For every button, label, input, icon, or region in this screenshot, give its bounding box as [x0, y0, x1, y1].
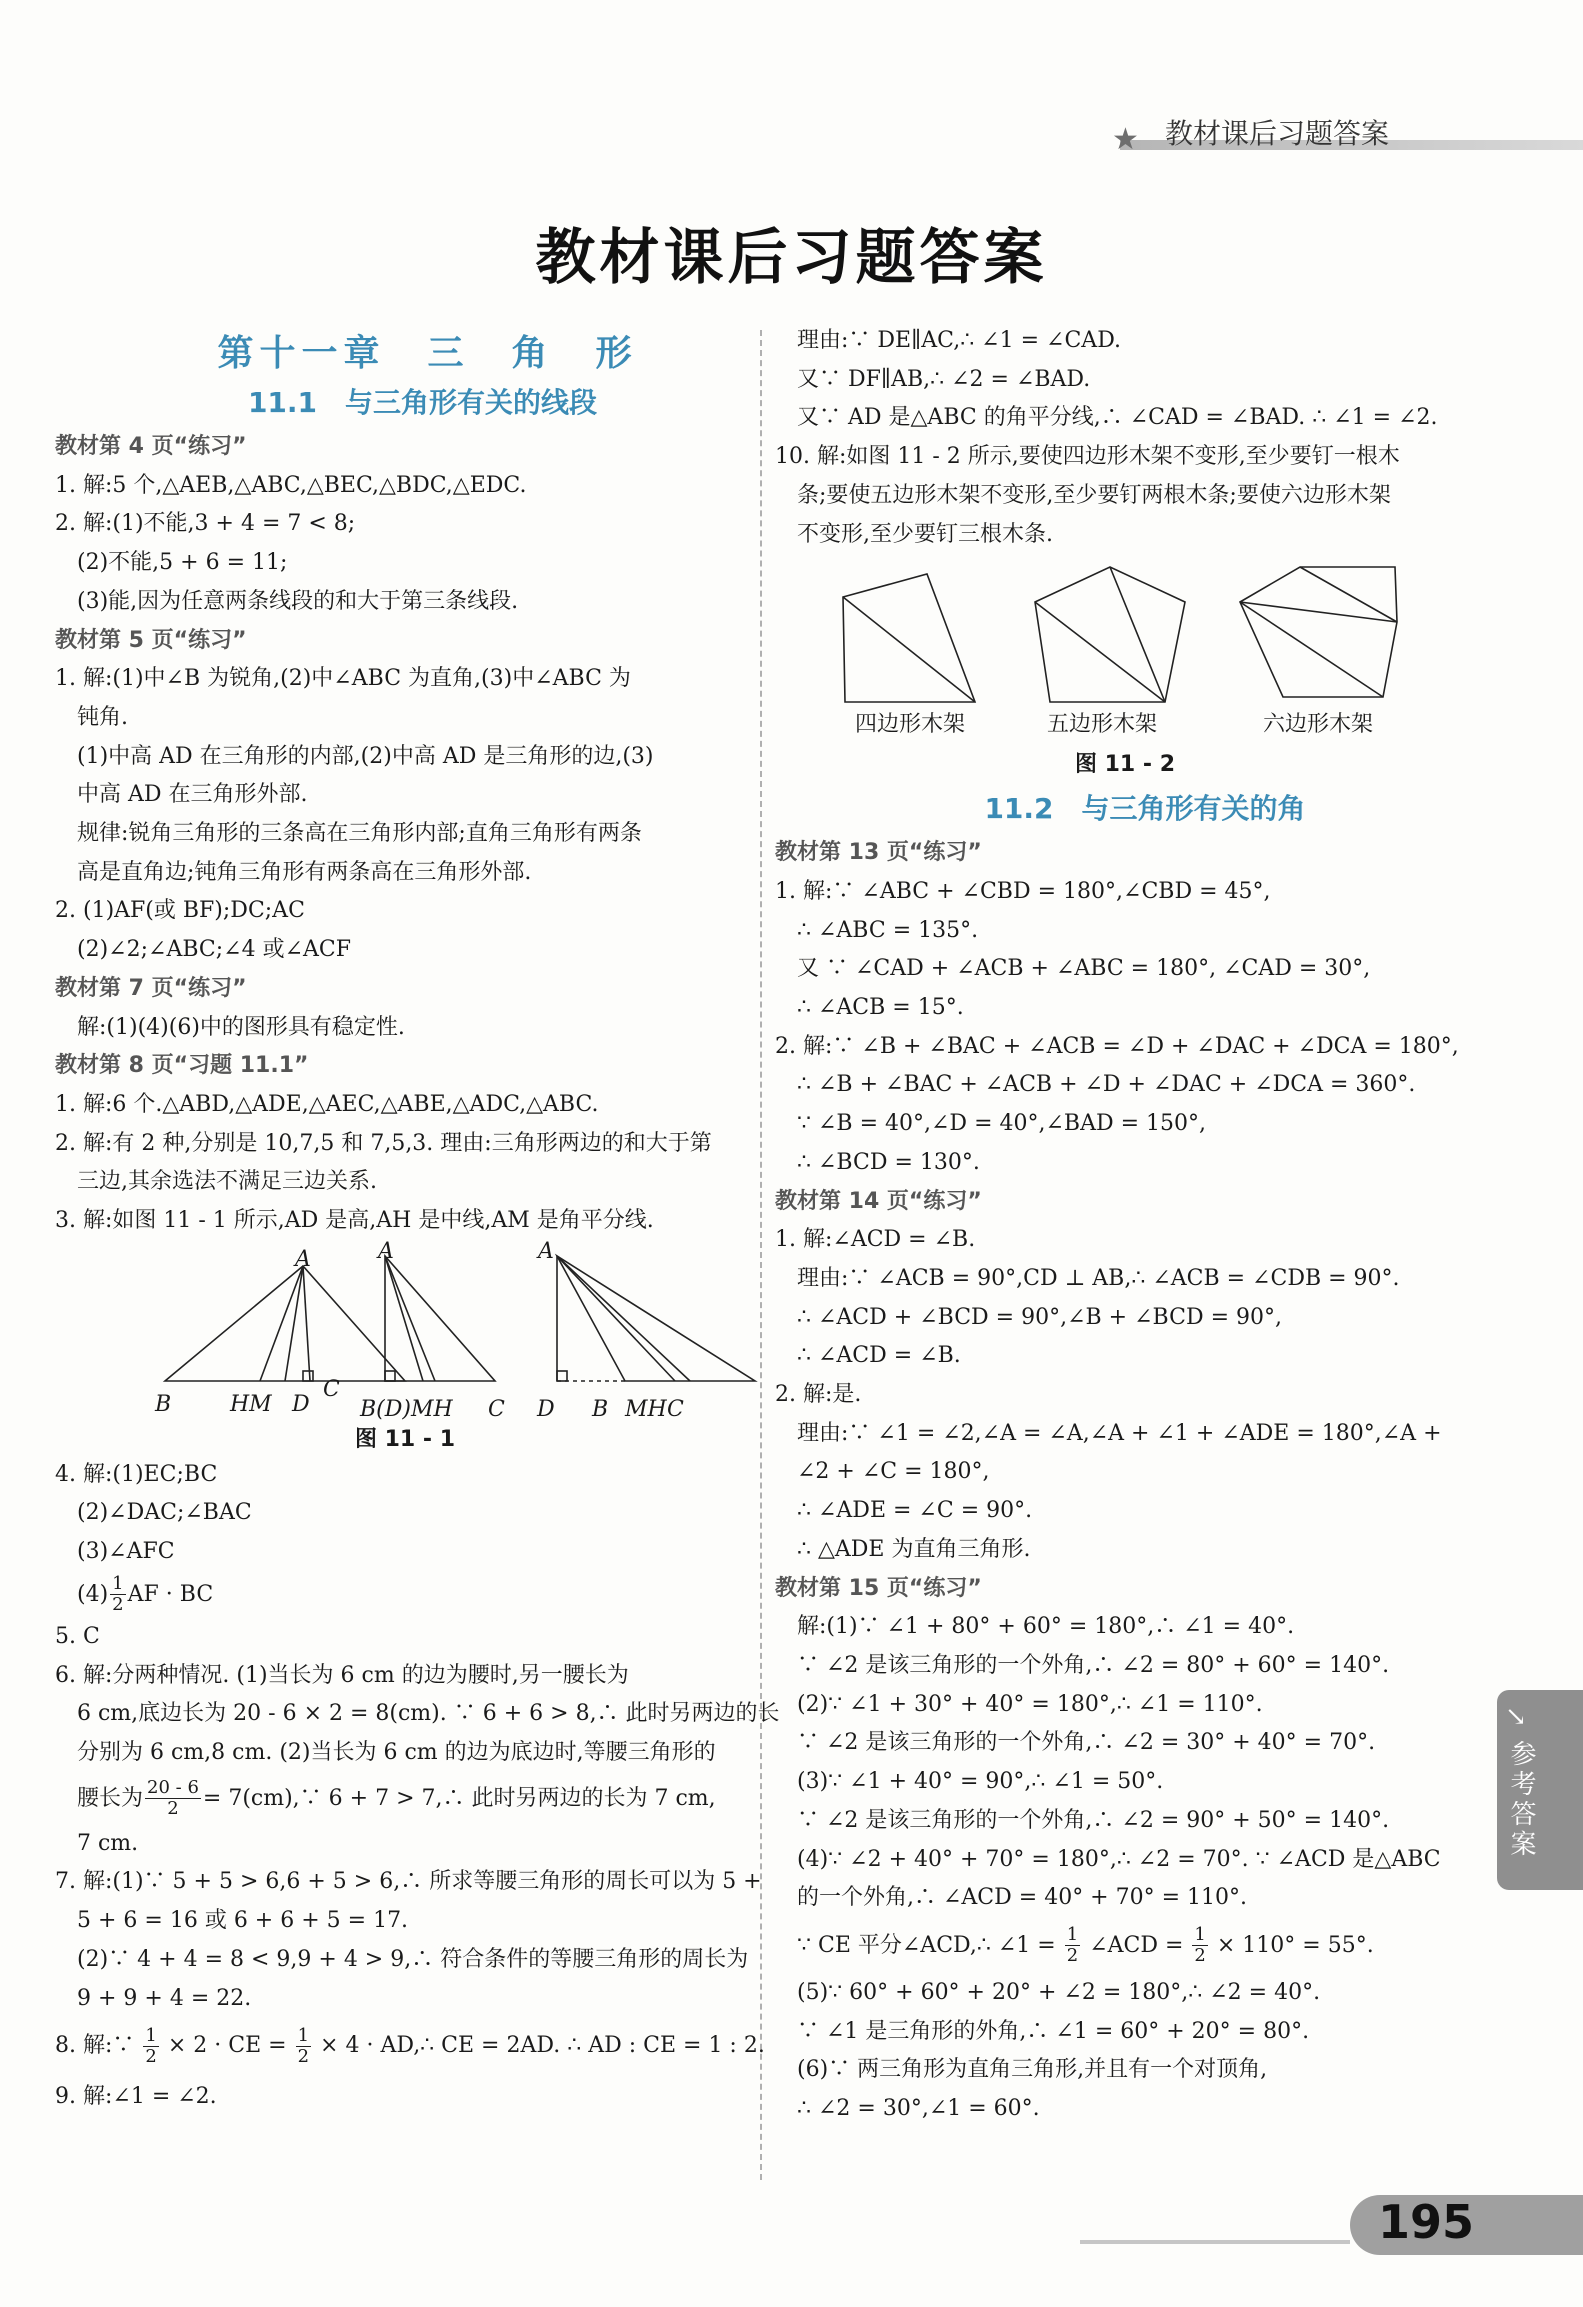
- q4b-line: [775, 1918, 1475, 1974]
- left-column: [55, 330, 780, 2120]
- q8-line: [55, 2018, 765, 2074]
- answer-line: 规律:锐角三角形的三条高在三角形内部;直角三角形有两条: [77, 821, 642, 847]
- answer-line: 解:(1)∵ ∠1 + 80° + 60° = 180°,∴ ∠1 = 40°.: [797, 1614, 1295, 1640]
- answer-line: (2)∠2;∠ABC;∠4 或∠ACF: [77, 937, 351, 963]
- answer-line: 5 + 6 = 16 或 6 + 6 + 5 = 17.: [77, 1908, 409, 1934]
- answer-line: 2. 解:是.: [775, 1382, 862, 1408]
- right-block-2: [775, 834, 1475, 1918]
- answer-line: 4. 解:(1)EC;BC: [55, 1461, 218, 1487]
- fig2-label-pent: 五边形木架: [1047, 712, 1158, 738]
- label-b1: B: [155, 1391, 172, 1417]
- answer-line: 2. 解:有 2 种,分别是 10,7,5 和 7,5,3. 理由:三角形两边的和大于第: [55, 1130, 712, 1156]
- answer-line: 6. 解:分两种情况. (1)当长为 6 cm 的边为腰时,另一腰长为: [55, 1662, 629, 1688]
- q8-post: × 4 · AD,∴ CE = 2AD. ∴ AD : CE = 1 : 2.: [320, 2033, 765, 2059]
- answer-line: 5. C: [55, 1623, 100, 1649]
- section-title-11-1: 11.1 与三角形有关的线段: [247, 386, 598, 419]
- label-c1: C: [323, 1376, 340, 1402]
- frac-num: 1: [1194, 1924, 1206, 1946]
- answer-line: 又∵ AD 是△ABC 的角平分线,∴ ∠CAD = ∠BAD. ∴ ∠1 = ∠2.: [797, 405, 1438, 431]
- answer-line: ∴ ∠ACD = ∠B.: [797, 1343, 961, 1369]
- answer-line: (3)能,因为任意两条线段的和大于第三条线段.: [77, 588, 519, 614]
- section-title-11-2: 11.2 与三角形有关的角: [984, 792, 1306, 826]
- subsection-heading: 教材第 14 页“练习”: [775, 1188, 982, 1214]
- answer-line: ∴ ∠2 = 30°,∠1 = 60°.: [797, 2096, 1040, 2122]
- chapter-title: 第十一章 三 角 形: [217, 333, 638, 374]
- fraction: [1192, 1925, 1207, 1966]
- q8-mid: × 2 · CE =: [167, 2033, 287, 2059]
- label-b3: B: [592, 1396, 609, 1422]
- subsection-heading: 教材第 4 页“练习”: [55, 434, 247, 459]
- q4b-pre: ∵ CE 平分∠ACD,∴ ∠1 =: [797, 1932, 1056, 1958]
- answer-line: (4)∵ ∠2 + 40° + 70° = 180°,∴ ∠2 = 70°. ∵ ∠ACD 是△ABC: [797, 1846, 1441, 1872]
- answer-line: (2)∠DAC;∠BAC: [77, 1500, 252, 1526]
- figure-11-1: [55, 1238, 750, 1456]
- answer-line: 理由:∵ ∠1 = ∠2,∠A = ∠A,∠A + ∠1 + ∠ADE = 180°,∠A +: [797, 1420, 1442, 1446]
- q4-4-post: AF · BC: [127, 1581, 214, 1607]
- fraction: [145, 1778, 201, 1819]
- answer-line: ∠2 + ∠C = 180°,: [797, 1459, 990, 1485]
- label-c3: C: [667, 1396, 684, 1422]
- answer-line: 6 cm,底边长为 20 - 6 × 2 = 8(cm). ∵ 6 + 6 > 8,∴ 此时另两边的长: [77, 1701, 780, 1727]
- answer-line: 2. 解:(1)不能,3 + 4 = 7 < 8;: [55, 511, 356, 537]
- answer-line: 又∵ DF∥AB,∴ ∠2 = ∠BAD.: [797, 366, 1091, 392]
- figure-11-1-caption: 图 11 - 1: [354, 1426, 456, 1452]
- label-a2: A: [378, 1238, 394, 1264]
- answer-line: 钝角.: [77, 704, 128, 730]
- frac-den: 2: [297, 2045, 310, 2067]
- answer-line: ∴ ∠ACB = 15°.: [797, 995, 964, 1021]
- answer-line: 1. 解:5 个,△AEB,△ABC,△BEC,△BDC,△EDC.: [55, 472, 527, 498]
- page-title: 教材课后习题答案: [535, 223, 1048, 293]
- answer-line: 解:(1)(4)(6)中的图形具有稳定性.: [77, 1014, 405, 1040]
- answer-line: ∴ ∠ACD + ∠BCD = 90°,∠B + ∠BCD = 90°,: [797, 1304, 1282, 1330]
- label-d3: D: [537, 1396, 555, 1422]
- frac-den: 2: [167, 1798, 179, 1820]
- answer-line: ∴ ∠BCD = 130°.: [797, 1149, 980, 1175]
- left-block-4: [55, 1825, 762, 2019]
- page-number: 195: [1378, 2195, 1475, 2249]
- answer-line: ∵ ∠2 是该三角形的一个外角,∴ ∠2 = 80° + 60° = 140°.: [797, 1652, 1390, 1678]
- answer-line: 1. 解:(1)中∠B 为锐角,(2)中∠ABC 为直角,(3)中∠ABC 为: [55, 666, 631, 692]
- q6-fraction-line: [55, 1773, 750, 1825]
- bottom-line: [1080, 2240, 1350, 2244]
- right-block-3: [775, 1974, 1475, 2129]
- frac-num: 1: [112, 1573, 124, 1595]
- label-bdmh: B(D)MH: [360, 1396, 453, 1422]
- answer-line: 2. (1)AF(或 BF);DC;AC: [55, 898, 305, 924]
- frac-num: 1: [145, 2024, 157, 2046]
- frac-num: 20 - 6: [147, 1777, 199, 1799]
- answer-line: (2)∵ ∠1 + 30° + 40° = 180°,∴ ∠1 = 110°.: [797, 1691, 1263, 1717]
- label-a1: A: [295, 1246, 311, 1272]
- subsection-heading: 教材第 15 页“练习”: [775, 1575, 982, 1601]
- answer-line: ∴ △ADE 为直角三角形.: [797, 1536, 1031, 1562]
- q4-4-pre: (4): [77, 1581, 109, 1607]
- answer-line: (1)中高 AD 在三角形的内部,(2)中高 AD 是三角形的边,(3): [77, 743, 654, 769]
- q9-line: 9. 解:∠1 = ∠2.: [55, 2084, 217, 2110]
- q6-pre: 腰长为: [77, 1785, 144, 1811]
- label-a3: A: [538, 1238, 554, 1264]
- right-block-1: [775, 322, 1475, 554]
- fraction: [296, 2026, 311, 2067]
- q4-4: [55, 1572, 750, 1618]
- answer-line: (5)∵ 60° + 60° + 20° + ∠2 = 180°,∴ ∠2 = 40°.: [797, 1979, 1321, 2005]
- frac-den: 2: [145, 2045, 157, 2067]
- answer-line: ∴ ∠B + ∠BAC + ∠ACB + ∠D + ∠DAC + ∠DCA = 360°.: [797, 1072, 1416, 1098]
- answer-line: 9 + 9 + 4 = 22.: [77, 1985, 252, 2011]
- left-block-2: [55, 1456, 750, 1572]
- fig2-label-hex: 六边形木架: [1263, 712, 1374, 738]
- header-label: 教材课后习题答案: [1165, 117, 1390, 150]
- answer-line: ∴ ∠ADE = ∠C = 90°.: [797, 1498, 1033, 1524]
- answer-line: 的一个外角,∴ ∠ACD = 40° + 70° = 110°.: [797, 1885, 1248, 1911]
- answer-line: 又 ∵ ∠CAD + ∠ACB + ∠ABC = 180°, ∠CAD = 30°,: [797, 956, 1371, 982]
- subsection-heading: 教材第 7 页“练习”: [55, 975, 247, 1001]
- answer-line: 1. 解:∵ ∠ABC + ∠CBD = 180°,∠CBD = 45°,: [775, 878, 1271, 904]
- label-hm1: HM: [230, 1391, 272, 1417]
- answer-line: 条;要使五边形木架不变形,至少要钉两根木条;要使六边形木架: [797, 482, 1391, 508]
- answer-line: 7. 解:(1)∵ 5 + 5 > 6,6 + 5 > 6,∴ 所求等腰三角形的周长可以为 5 +: [55, 1869, 762, 1895]
- answer-line: 理由:∵ ∠ACB = 90°,CD ⊥ AB,∴ ∠ACB = ∠CDB = 90°.: [797, 1265, 1400, 1291]
- left-block-3: [55, 1618, 780, 1773]
- answer-line: 高是直角边;钝角三角形有两条高在三角形外部.: [77, 859, 532, 885]
- answer-line: ∵ ∠2 是该三角形的一个外角,∴ ∠2 = 90° + 50° = 140°.: [797, 1807, 1390, 1833]
- answer-line: 1. 解:6 个.△ABD,△ADE,△AEC,△ABE,△ADC,△ABC.: [55, 1091, 599, 1117]
- answer-line: ∵ ∠2 是该三角形的一个外角,∴ ∠2 = 30° + 40° = 70°.: [797, 1730, 1376, 1756]
- answer-line: (2)∵ 4 + 4 = 8 < 9,9 + 4 > 9,∴ 符合条件的等腰三角形的周长为: [77, 1946, 749, 1972]
- answer-line: 中高 AD 在三角形外部.: [77, 782, 308, 808]
- fraction: [110, 1574, 125, 1615]
- subsection-heading: 教材第 8 页“习题 11.1”: [55, 1053, 309, 1079]
- star-icon: ★: [1112, 122, 1139, 157]
- answer-line: (3)∵ ∠1 + 40° = 90°,∴ ∠1 = 50°.: [797, 1769, 1164, 1795]
- frac-den: 2: [112, 1594, 124, 1616]
- answer-line: 分别为 6 cm,8 cm. (2)当长为 6 cm 的边为底边时,等腰三角形的: [77, 1739, 716, 1765]
- frac-num: 1: [297, 2024, 310, 2046]
- q6-post: = 7(cm),∵ 6 + 7 > 7,∴ 此时另两边的长为 7 cm,: [202, 1785, 716, 1811]
- figure-11-2-caption: 图 11 - 2: [1074, 752, 1176, 778]
- subsection-heading: 教材第 13 页“练习”: [775, 840, 982, 866]
- answer-line: (6)∵ 两三角形为直角三角形,并且有一个对顶角,: [797, 2057, 1268, 2083]
- frac-den: 2: [1066, 1945, 1079, 1967]
- fraction: [143, 2026, 158, 2067]
- tab-arrow-icon: ↘: [1505, 1702, 1527, 1732]
- label-mh3: MH: [625, 1396, 667, 1422]
- answer-line: 10. 解:如图 11 - 2 所示,要使四边形木架不变形,至少要钉一根木: [775, 444, 1400, 470]
- q4b-post: × 110° = 55°.: [1216, 1932, 1374, 1958]
- answer-line: 7 cm.: [77, 1830, 139, 1856]
- answer-line: 2. 解:∵ ∠B + ∠BAC + ∠ACB = ∠D + ∠DAC + ∠DCA = 180°,: [775, 1033, 1459, 1059]
- subsection-heading: 教材第 5 页“练习”: [55, 627, 247, 653]
- left-block-1: [55, 428, 750, 1241]
- figure-11-2: [775, 554, 1475, 784]
- answer-line: (2)不能,5 + 6 = 11;: [77, 550, 288, 576]
- answer-line: (3)∠AFC: [77, 1539, 175, 1565]
- right-column: [775, 322, 1475, 2129]
- q4b-mid: ∠ACD =: [1089, 1932, 1184, 1958]
- q8-pre: 8. 解:∵: [55, 2033, 135, 2059]
- frac-den: 2: [1194, 1945, 1206, 1967]
- answer-line: ∵ ∠1 是三角形的外角,∴ ∠1 = 60° + 20° = 80°.: [797, 2018, 1310, 2044]
- label-d1: D: [292, 1391, 310, 1417]
- answer-line: ∴ ∠ABC = 135°.: [797, 917, 979, 943]
- label-c2: C: [488, 1396, 505, 1422]
- frac-num: 1: [1066, 1924, 1079, 1946]
- fraction: [1065, 1925, 1080, 1966]
- answer-line: 3. 解:如图 11 - 1 所示,AD 是高,AH 是中线,AM 是角平分线.: [55, 1208, 654, 1234]
- answer-line: 三边,其余选法不满足三边关系.: [77, 1169, 377, 1195]
- answer-line: 理由:∵ DE∥AC,∴ ∠1 = ∠CAD.: [797, 328, 1122, 353]
- side-tab-label: 参考答案: [1506, 1740, 1536, 1860]
- fig2-label-quad: 四边形木架: [855, 712, 966, 738]
- answer-line: 1. 解:∠ACD = ∠B.: [775, 1227, 976, 1253]
- answer-line: 不变形,至少要钉三根木条.: [797, 521, 1053, 547]
- answer-line: ∵ ∠B = 40°,∠D = 40°,∠BAD = 150°,: [797, 1111, 1207, 1137]
